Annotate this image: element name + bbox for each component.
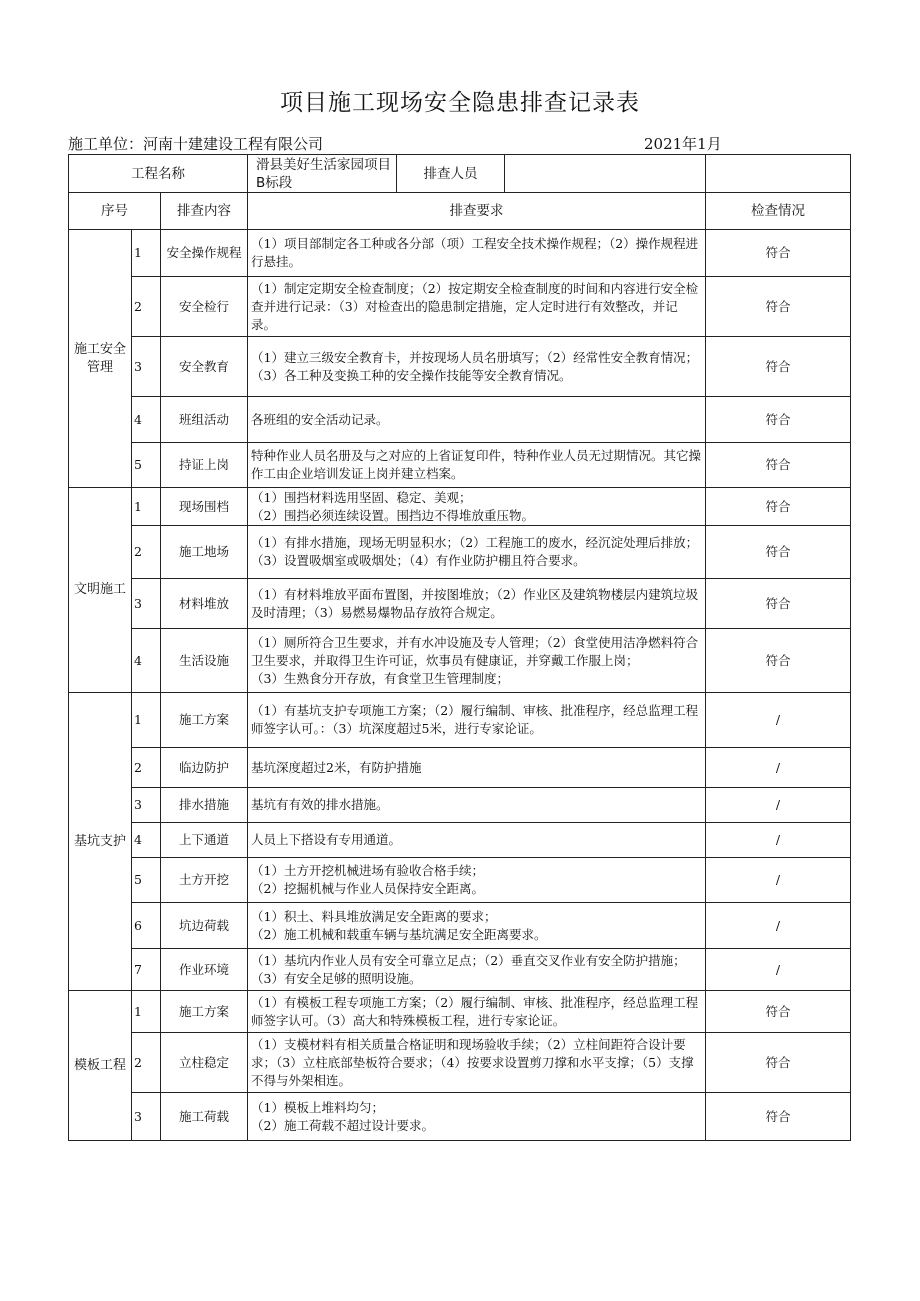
page-title: 项目施工现场安全隐患排查记录表 bbox=[280, 90, 640, 116]
row-number: 4 bbox=[132, 823, 161, 858]
table-row bbox=[69, 823, 851, 858]
header-requirement: 排查要求 bbox=[248, 193, 706, 230]
header-content: 排查内容 bbox=[161, 193, 248, 230]
row-requirement: （1）土方开挖机械进场有验收合格手续； （2）挖掘机械与作业人员保持安全距离。 bbox=[248, 858, 706, 903]
row-requirement: 人员上下搭设有专用通道。 bbox=[248, 823, 706, 858]
row-item: 材料堆放 bbox=[161, 579, 248, 629]
project-name-value: 滑县美好生活家园项目B标段 bbox=[256, 156, 391, 191]
row-number: 5 bbox=[132, 858, 161, 903]
table-row bbox=[69, 579, 851, 629]
row-item: 施工方案 bbox=[161, 991, 248, 1033]
row-requirement: （1）支模材料有相关质量合格证明和现场验收手续；（2）立柱间距符合设计要求；（3）立柱底部垫板符合要求；（4）按要求设置剪刀撑和水平支撑；（5）支撑不得与外架相连。 bbox=[248, 1033, 706, 1093]
row-item: 坑边荷载 bbox=[161, 903, 248, 949]
row-result: 符合 bbox=[706, 397, 851, 443]
table-row bbox=[69, 488, 851, 526]
row-item: 安全检行 bbox=[161, 277, 248, 337]
row-requirement: 特种作业人员名册及与之对应的上省证复印件，特种作业人员无过期情况。其它操作工由企业培训发证上岗并建立档案。 bbox=[248, 443, 706, 488]
row-requirement: （1）有模板工程专项施工方案；（2）履行编制、审核、批准程序，经总监理工程师签字认可。（3）高大和特殊模板工程，进行专家论证。 bbox=[248, 991, 706, 1033]
row-result: 符合 bbox=[706, 579, 851, 629]
project-name-label: 工程名称 bbox=[69, 155, 248, 193]
row-number: 3 bbox=[132, 579, 161, 629]
blank-cell bbox=[706, 155, 851, 193]
category-name: 施工安全管理 bbox=[69, 230, 132, 488]
inspection-table bbox=[68, 154, 851, 1141]
row-requirement: （1）制定定期安全检查制度；（2）按定期安全检查制度的时间和内容进行安全检查并进行记录：（3）对检查出的隐患制定措施，定人定时进行有效整改，并记录。 bbox=[248, 277, 706, 337]
row-result: 符合 bbox=[706, 629, 851, 693]
row-item: 土方开挖 bbox=[161, 858, 248, 903]
row-result: / bbox=[706, 903, 851, 949]
row-result: 符合 bbox=[706, 1093, 851, 1141]
row-item: 上下通道 bbox=[161, 823, 248, 858]
row-number: 2 bbox=[132, 526, 161, 579]
row-requirement: （1）建立三级安全教育卡，并按现场人员名册填写；（2）经常性安全教育情况；（3）各工种及变换工种的安全操作技能等安全教育情况。 bbox=[248, 337, 706, 397]
inspector-value bbox=[505, 155, 705, 192]
table-row bbox=[69, 629, 851, 693]
category-name: 模板工程 bbox=[69, 991, 132, 1141]
row-number: 1 bbox=[132, 991, 161, 1033]
row-item: 立柱稳定 bbox=[161, 1033, 248, 1093]
category-name: 文明施工 bbox=[69, 488, 132, 693]
row-result: 符合 bbox=[706, 443, 851, 488]
row-requirement: （1）厕所符合卫生要求，并有水冲设施及专人管理；（2）食堂使用洁净燃料符合卫生要求，并取得卫生许可证，炊事员有健康证，并穿戴工作服上岗； （3）生熟食分开存放，有食堂卫生管理制度； bbox=[248, 629, 706, 693]
table-row bbox=[69, 230, 851, 277]
row-item: 排水措施 bbox=[161, 788, 248, 823]
table-row bbox=[69, 443, 851, 488]
table-row bbox=[69, 1093, 851, 1141]
header-result: 检查情况 bbox=[706, 193, 851, 230]
row-number: 4 bbox=[132, 397, 161, 443]
table-row bbox=[69, 526, 851, 579]
row-item: 施工地场 bbox=[161, 526, 248, 579]
row-item: 生活设施 bbox=[161, 629, 248, 693]
row-number: 2 bbox=[132, 1033, 161, 1093]
row-result: / bbox=[706, 858, 851, 903]
table-row bbox=[69, 337, 851, 397]
row-number: 1 bbox=[132, 230, 161, 277]
row-requirement: （1）有基坑支护专项施工方案；（2）履行编制、审核、批准程序，经总监理工程师签字认可。：（3）坑深度超过5米，进行专家论证。 bbox=[248, 693, 706, 748]
row-result: 符合 bbox=[706, 230, 851, 277]
row-number: 2 bbox=[132, 748, 161, 788]
row-requirement: （1）积土、料具堆放满足安全距离的要求； （2）施工机械和载重车辆与基坑满足安全距离要求。 bbox=[248, 903, 706, 949]
table-row bbox=[69, 788, 851, 823]
row-item: 班组活动 bbox=[161, 397, 248, 443]
report-date: 2021年1月 bbox=[644, 135, 722, 153]
inspector-label: 排查人员 bbox=[396, 155, 505, 192]
table-row bbox=[69, 991, 851, 1033]
row-result: 符合 bbox=[706, 277, 851, 337]
row-number: 6 bbox=[132, 903, 161, 949]
row-result: 符合 bbox=[706, 337, 851, 397]
row-number: 7 bbox=[132, 949, 161, 991]
row-item: 施工荷载 bbox=[161, 1093, 248, 1141]
category-name: 基坑支护 bbox=[69, 693, 132, 991]
row-requirement: 基坑深度超过2米，有防护措施 bbox=[248, 748, 706, 788]
row-result: / bbox=[706, 823, 851, 858]
row-number: 3 bbox=[132, 1093, 161, 1141]
row-requirement: （1）有排水措施，现场无明显积水；（2）工程施工的废水，经沉淀处理后排放；（3）设置吸烟室或吸烟处；（4）有作业防护棚且符合要求。 bbox=[248, 526, 706, 579]
row-result: / bbox=[706, 748, 851, 788]
table-row bbox=[69, 858, 851, 903]
table-row bbox=[69, 693, 851, 748]
row-item: 安全操作规程 bbox=[161, 230, 248, 277]
row-result: 符合 bbox=[706, 991, 851, 1033]
row-result: / bbox=[706, 788, 851, 823]
row-number: 2 bbox=[132, 277, 161, 337]
row-requirement: （1）项目部制定各工种或各分部（项）工程安全技术操作规程；（2）操作规程进行悬挂。 bbox=[248, 230, 706, 277]
header-seq: 序号 bbox=[69, 193, 161, 230]
row-item: 作业环境 bbox=[161, 949, 248, 991]
row-requirement: （1）基坑内作业人员有安全可靠立足点；（2）垂直交叉作业有安全防护措施；（3）有安全足够的照明设施。 bbox=[248, 949, 706, 991]
row-item: 施工方案 bbox=[161, 693, 248, 748]
row-result: / bbox=[706, 693, 851, 748]
row-result: / bbox=[706, 949, 851, 991]
row-requirement: 各班组的安全活动记录。 bbox=[248, 397, 706, 443]
project-info-row bbox=[69, 155, 851, 193]
row-number: 1 bbox=[132, 488, 161, 526]
row-item: 持证上岗 bbox=[161, 443, 248, 488]
row-item: 现场围档 bbox=[161, 488, 248, 526]
table-row bbox=[69, 277, 851, 337]
header-row bbox=[69, 193, 851, 230]
table-row bbox=[69, 397, 851, 443]
row-number: 3 bbox=[132, 788, 161, 823]
row-number: 3 bbox=[132, 337, 161, 397]
row-item: 安全教育 bbox=[161, 337, 248, 397]
table-row bbox=[69, 1033, 851, 1093]
row-requirement: （1）有材料堆放平面布置图，并按图堆放；（2）作业区及建筑物楼层内建筑垃圾及时清理；（3）易燃易爆物品存放符合规定。 bbox=[248, 579, 706, 629]
table-row bbox=[69, 748, 851, 788]
row-result: 符合 bbox=[706, 526, 851, 579]
row-number: 5 bbox=[132, 443, 161, 488]
row-requirement: 基坑有有效的排水措施。 bbox=[248, 788, 706, 823]
row-number: 1 bbox=[132, 693, 161, 748]
row-number: 4 bbox=[132, 629, 161, 693]
table-row bbox=[69, 903, 851, 949]
row-requirement: （1）模板上堆料均匀； （2）施工荷载不超过设计要求。 bbox=[248, 1093, 706, 1141]
row-item: 临边防护 bbox=[161, 748, 248, 788]
construction-unit: 施工单位：河南十建建设工程有限公司 bbox=[68, 135, 324, 153]
row-result: 符合 bbox=[706, 1033, 851, 1093]
row-result: 符合 bbox=[706, 488, 851, 526]
table-row bbox=[69, 949, 851, 991]
row-requirement: （1）围挡材料选用坚固、稳定、美观； （2）围挡必须连续设置。围挡边不得堆放重压物。 bbox=[248, 488, 706, 526]
